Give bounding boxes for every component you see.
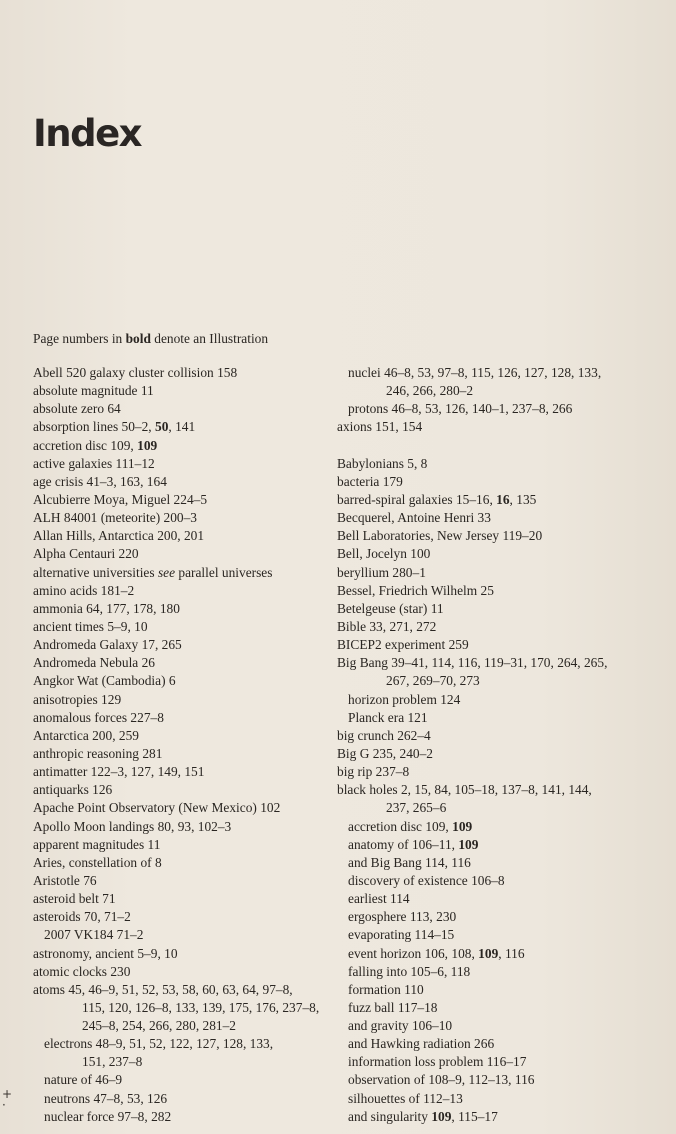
index-entry: Becquerel, Antoine Henri 33: [337, 510, 491, 526]
index-entry: Abell 520 galaxy cluster collision 158: [33, 365, 238, 380]
index-entry: [337, 491, 647, 509]
index-subentry: and gravity 106–10: [348, 1018, 453, 1034]
illustration-page-ref: 109: [478, 945, 499, 961]
index-entry: black holes 2, 15, 84, 105–18, 137–8, 141, 144,: [337, 782, 592, 798]
index-subentry: nuclear force 97–8, 282: [44, 1108, 172, 1124]
note-suffix: denote an Illustration: [150, 331, 269, 346]
index-entry: Alcubierre Moya, Miguel 224–5: [33, 491, 208, 507]
section-gap: [337, 437, 647, 455]
index-note: [33, 331, 268, 347]
entry-text: event horizon 106, 108,: [348, 945, 479, 961]
illustration-page-ref: 109: [137, 437, 158, 453]
index-entry: [33, 564, 338, 582]
index-entry: Bell Laboratories, New Jersey 119–20: [337, 528, 543, 544]
index-subentry: discovery of existence 106–8: [348, 872, 505, 888]
index-entry: antimatter 122–3, 127, 149, 151: [33, 764, 205, 780]
index-subentry: Planck era 121: [348, 709, 428, 725]
index-column-right: [337, 364, 647, 1126]
index-entry: Betelgeuse (star) 11: [337, 600, 444, 616]
index-subentry: [337, 1108, 647, 1126]
index-entry: BICEP2 experiment 259: [337, 637, 469, 653]
index-subentry: and Big Bang 114, 116: [348, 854, 471, 870]
index-entry-continuation: 245–8, 254, 266, 280, 281–2: [82, 1018, 236, 1034]
index-subentry: earliest 114: [348, 891, 410, 907]
note-prefix: Page numbers in: [33, 331, 126, 346]
index-subentry: falling into 105–6, 118: [348, 963, 471, 979]
illustration-page-ref: 109: [458, 836, 479, 852]
index-entry-continuation: 237, 265–6: [386, 800, 447, 816]
entry-text: accretion disc 109,: [33, 437, 138, 453]
index-entry: anomalous forces 227–8: [33, 709, 164, 725]
index-subentry: formation 110: [348, 981, 424, 997]
index-entry: apparent magnitudes 11: [33, 836, 161, 852]
index-subentry: horizon problem 124: [348, 691, 461, 707]
index-subentry: evaporating 114–15: [348, 927, 455, 943]
index-subentry: observation of 108–9, 112–13, 116: [348, 1072, 535, 1088]
index-entry: Big G 235, 240–2: [337, 745, 433, 761]
index-subentry: [337, 836, 647, 854]
index-column-left: [33, 364, 338, 1126]
index-entry: [33, 418, 338, 436]
index-entry: astronomy, ancient 5–9, 10: [33, 945, 178, 961]
index-entry: asteroids 70, 71–2: [33, 909, 131, 925]
index-subentry: information loss problem 116–17: [348, 1054, 527, 1070]
index-subentry: nature of 46–9: [44, 1072, 123, 1088]
index-entry: Big Bang 39–41, 114, 116, 119–31, 170, 264, 265,: [337, 655, 608, 671]
index-entry: Angkor Wat (Cambodia) 6: [33, 673, 176, 689]
index-subentry: electrons 48–9, 51, 52, 122, 127, 128, 133,: [44, 1036, 274, 1052]
index-entry: Bessel, Friedrich Wilhelm 25: [337, 582, 494, 598]
index-entry: bacteria 179: [337, 473, 403, 489]
index-entry: Alpha Centauri 220: [33, 546, 139, 562]
entry-text: barred-spiral galaxies 15–16,: [337, 491, 497, 507]
entry-text: absorption lines 50–2,: [33, 419, 155, 435]
index-entry: Aries, constellation of 8: [33, 854, 162, 870]
index-subentry: [337, 818, 647, 836]
index-entry: asteroid belt 71: [33, 891, 116, 907]
illustration-page-ref: 50: [155, 419, 169, 435]
index-subentry: fuzz ball 117–18: [348, 999, 438, 1015]
entry-text: , 135: [509, 491, 537, 507]
index-entry: ammonia 64, 177, 178, 180: [33, 600, 180, 616]
index-entry-continuation: 246, 266, 280–2: [386, 383, 474, 399]
index-subentry: [337, 945, 647, 963]
entry-text: , 141: [168, 419, 196, 435]
index-entry: Aristotle 76: [33, 872, 97, 888]
entry-text: alternative universities: [33, 564, 158, 580]
index-entry: Allan Hills, Antarctica 200, 201: [33, 528, 205, 544]
index-entry: age crisis 41–3, 163, 164: [33, 473, 167, 489]
illustration-page-ref: 16: [496, 491, 510, 507]
index-subentry: ergosphere 113, 230: [348, 909, 457, 925]
margin-mark-icon: + ·: [2, 1087, 13, 1112]
index-entry: [33, 437, 338, 455]
illustration-page-ref: 109: [452, 818, 473, 834]
index-entry: absolute magnitude 11: [33, 383, 154, 399]
index-entry: atomic clocks 230: [33, 963, 131, 979]
index-subentry: silhouettes of 112–13: [348, 1090, 463, 1106]
index-entry: big rip 237–8: [337, 764, 410, 780]
index-entry: ancient times 5–9, 10: [33, 618, 148, 634]
index-entry: Antarctica 200, 259: [33, 727, 139, 743]
note-bold-word: bold: [125, 331, 151, 346]
index-subentry: neutrons 47–8, 53, 126: [44, 1090, 168, 1106]
index-entry: Babylonians 5, 8: [337, 455, 428, 471]
index-subentry: 2007 VK184 71–2: [44, 927, 144, 943]
index-entry: axions 151, 154: [337, 419, 423, 435]
entry-text: , 116: [498, 945, 525, 961]
index-subentry: protons 46–8, 53, 126, 140–1, 237–8, 266: [348, 401, 573, 417]
index-entry: ALH 84001 (meteorite) 200–3: [33, 510, 197, 526]
index-subentry: and Hawking radiation 266: [348, 1036, 495, 1052]
index-subentry: nuclei 46–8, 53, 97–8, 115, 126, 127, 128, 133,: [348, 365, 602, 380]
index-entry: big crunch 262–4: [337, 727, 431, 743]
index-entry: Apache Point Observatory (New Mexico) 102: [33, 800, 281, 816]
entry-text: , 115–17: [451, 1108, 498, 1124]
index-entry: Bible 33, 271, 272: [337, 618, 437, 634]
illustration-page-ref: 109: [431, 1108, 452, 1124]
index-entry: atoms 45, 46–9, 51, 52, 53, 58, 60, 63, 64, 97–8,: [33, 981, 293, 997]
index-entry: anisotropies 129: [33, 691, 122, 707]
entry-text: and singularity: [348, 1108, 432, 1124]
index-entry: Andromeda Nebula 26: [33, 655, 155, 671]
entry-text: anatomy of 106–11,: [348, 836, 459, 852]
entry-text: accretion disc 109,: [348, 818, 453, 834]
index-entry: Bell, Jocelyn 100: [337, 546, 431, 562]
index-entry: beryllium 280–1: [337, 564, 426, 580]
page-title: Index: [33, 112, 142, 155]
index-entry: active galaxies 111–12: [33, 455, 155, 471]
index-entry: absolute zero 64: [33, 401, 121, 417]
index-entry: amino acids 181–2: [33, 582, 135, 598]
index-entry-continuation: 267, 269–70, 273: [386, 673, 480, 689]
index-entry: antiquarks 126: [33, 782, 113, 798]
index-entry: Apollo Moon landings 80, 93, 102–3: [33, 818, 232, 834]
index-entry-continuation: 115, 120, 126–8, 133, 139, 175, 176, 237–8,: [82, 999, 320, 1015]
see-reference: see: [157, 564, 176, 580]
index-entry: Andromeda Galaxy 17, 265: [33, 637, 182, 653]
index-entry-continuation: 151, 237–8: [82, 1054, 143, 1070]
entry-text: parallel universes: [175, 564, 273, 580]
index-entry: anthropic reasoning 281: [33, 745, 163, 761]
